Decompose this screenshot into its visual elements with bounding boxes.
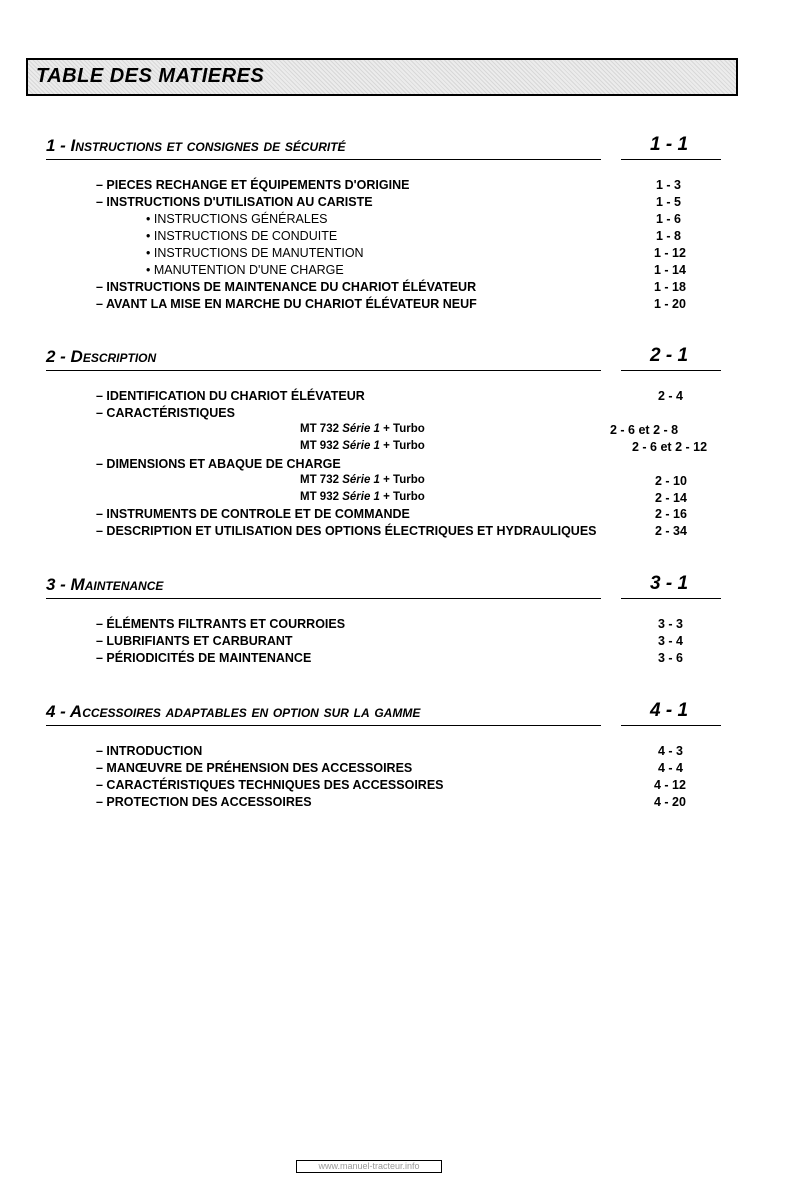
toc-sub-entry: • INSTRUCTIONS DE CONDUITE 1 - 8 — [146, 229, 682, 243]
toc-entry: – PROTECTION DES ACCESSOIRES 4 - 20 — [96, 795, 686, 809]
section-page: 4 - 1 — [650, 700, 689, 721]
toc-entry: – ÉLÉMENTS FILTRANTS ET COURROIES 3 - 3 — [96, 617, 684, 631]
footer-url: www.manuel-tracteur.info — [296, 1160, 442, 1173]
toc-entry: – LUBRIFIANTS ET CARBURANT 3 - 4 — [96, 634, 684, 648]
section-page: 3 - 1 — [650, 573, 689, 594]
toc-entry: – PÉRIODICITÉS DE MAINTENANCE 3 - 6 — [96, 651, 684, 665]
toc-model-entry: MT 932 Série 1 + Turbo 2 - 14 — [300, 491, 687, 505]
toc-title: TABLE DES MATIERES — [36, 65, 265, 87]
section-3-heading — [46, 569, 726, 599]
section-title: 2 - Description — [46, 347, 157, 366]
section-4-heading — [46, 696, 726, 726]
toc-entry: – PIECES RECHANGE ET ÉQUIPEMENTS D'ORIGINE 1 - 3 — [96, 178, 682, 192]
toc-entry: – INTRODUCTION 4 - 3 — [96, 744, 684, 758]
section-title: 4 - Accessoires adaptables en option sur la gamme — [46, 702, 421, 721]
section-title: 1 - Instructions et consignes de sécurité — [46, 136, 346, 155]
section-title: 3 - Maintenance — [46, 575, 164, 594]
toc-entry: – DIMENSIONS ET ABAQUE DE CHARGE — [96, 457, 341, 471]
section-page: 1 - 1 — [650, 134, 689, 155]
toc-entry: – INSTRUCTIONS DE MAINTENANCE DU CHARIOT ÉLÉVATEUR 1 - 18 — [96, 280, 686, 294]
rule — [46, 159, 601, 160]
rule — [621, 370, 721, 371]
toc-title-bar — [26, 58, 738, 96]
toc-model-entry: MT 732 Série 1 + Turbo 2 - 6 et 2 - 8 — [300, 423, 679, 437]
toc-entry: – DESCRIPTION ET UTILISATION DES OPTIONS ÉLECTRIQUES ET HYDRAULIQUES 2 - 34 — [96, 524, 687, 538]
section-page: 2 - 1 — [650, 345, 689, 366]
toc-entry: – INSTRUCTIONS D'UTILISATION AU CARISTE 1 - 5 — [96, 195, 682, 209]
rule — [621, 159, 721, 160]
toc-entry: – MANŒUVRE DE PRÉHENSION DES ACCESSOIRES 4 - 4 — [96, 761, 684, 775]
toc-entry: – INSTRUMENTS DE CONTROLE ET DE COMMANDE 2 - 16 — [96, 507, 687, 521]
rule — [621, 725, 721, 726]
toc-sub-entry: • INSTRUCTIONS GÉNÉRALES 1 - 6 — [146, 212, 682, 226]
toc-entry: – CARACTÉRISTIQUES — [96, 406, 235, 420]
toc-entry: – CARACTÉRISTIQUES TECHNIQUES DES ACCESSOIRES 4 - 12 — [96, 778, 686, 792]
section-1-heading — [46, 130, 726, 160]
rule — [621, 598, 721, 599]
toc-entry: – AVANT LA MISE EN MARCHE DU CHARIOT ÉLÉVATEUR NEUF 1 - 20 — [96, 297, 686, 311]
toc-model-entry: MT 932 Série 1 + Turbo 2 - 6 et 2 - 12 — [300, 440, 708, 454]
toc-entry: – IDENTIFICATION DU CHARIOT ÉLÉVATEUR 2 - 4 — [96, 389, 684, 403]
section-2-heading — [46, 341, 726, 371]
rule — [46, 725, 601, 726]
toc-sub-entry: • INSTRUCTIONS DE MANUTENTION 1 - 12 — [146, 246, 686, 260]
rule — [46, 370, 601, 371]
toc-model-entry: MT 732 Série 1 + Turbo 2 - 10 — [300, 474, 687, 488]
rule — [46, 598, 601, 599]
toc-sub-entry: • MANUTENTION D'UNE CHARGE 1 - 14 — [146, 263, 686, 277]
